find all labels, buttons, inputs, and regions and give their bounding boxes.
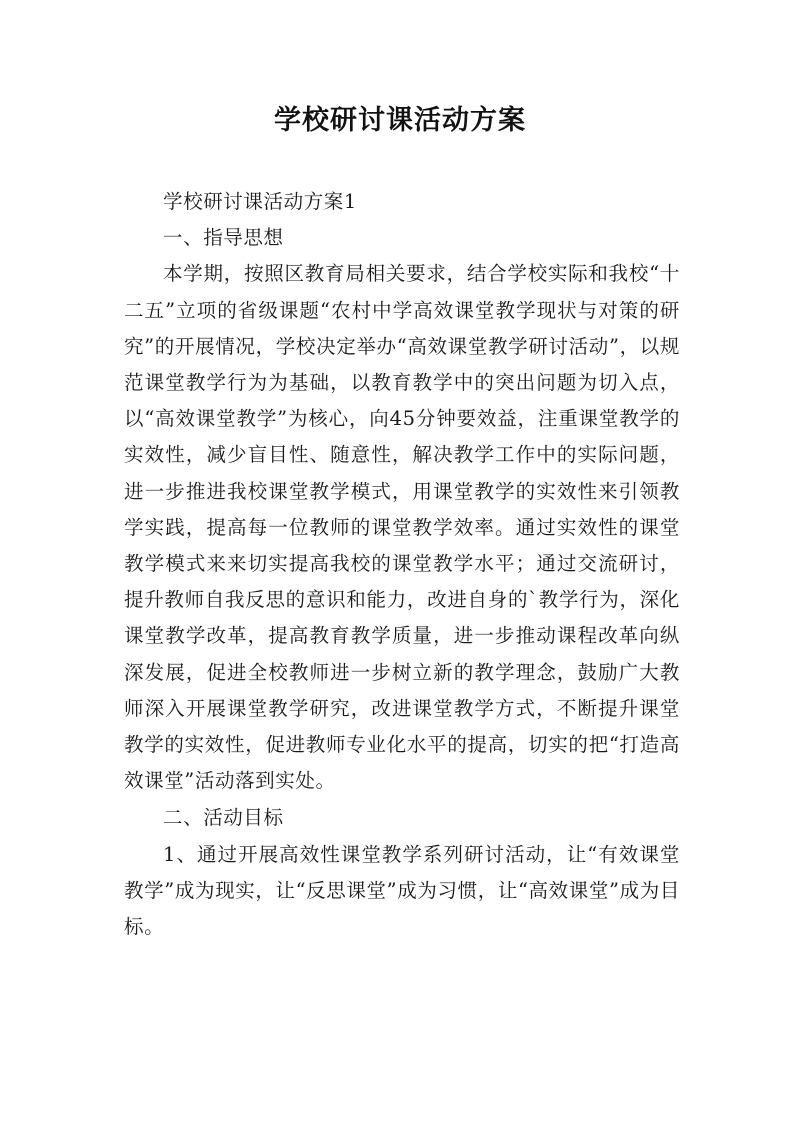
section-1-heading: 一、指导思想 xyxy=(163,226,284,250)
document-body xyxy=(124,184,680,945)
section-2-heading: 二、活动目标 xyxy=(163,806,284,830)
document-subtitle: 学校研讨课活动方案1 xyxy=(163,190,357,213)
document-title: 学校研讨课活动方案 xyxy=(274,105,526,136)
section-2-item-1: 1、通过开展高效性课堂教学系列研讨活动，让“有效课堂教学”成为现实，让“反思课堂”成为习惯，让“高效课堂”成为目标。 xyxy=(124,842,680,939)
section-1-paragraph: 本学期，按照区教育局相关要求，结合学校实际和我校“十二五”立项的省级课题“农村中学高效课堂教学现状与对策的研究”的开展情况，学校决定举办“高效课堂教学研讨活动”，以规范课堂教学行为为基础，以教育教学中的突出问题为切入点，以“高效课堂教学”为核心，向45分钟要效益，注重课堂教学的实效性，减少盲目性、随意性，解决教学工作中的实际问题，进一步推进我校课堂教学模式，用课堂教学的实效性来引领教学实践，提高每一位教师的课堂教学效率。通过实效性的课堂教学模式来来切实提高我校的课堂教学水平；通过交流研讨，提升教师自我反思的意识和能力，改进自身的`教学行为，深化课堂教学改革，提高教育教学质量，进一步推动课程改革向纵深发展，促进全校教师进一步树立新的教学理念，鼓励广大教师深入开展课堂教学研究，改进课堂教学方式，不断提升课堂教学的实效性，促进教师专业化水平的提高，切实的把“打造高效课堂”活动落到实处。 xyxy=(124,262,680,793)
